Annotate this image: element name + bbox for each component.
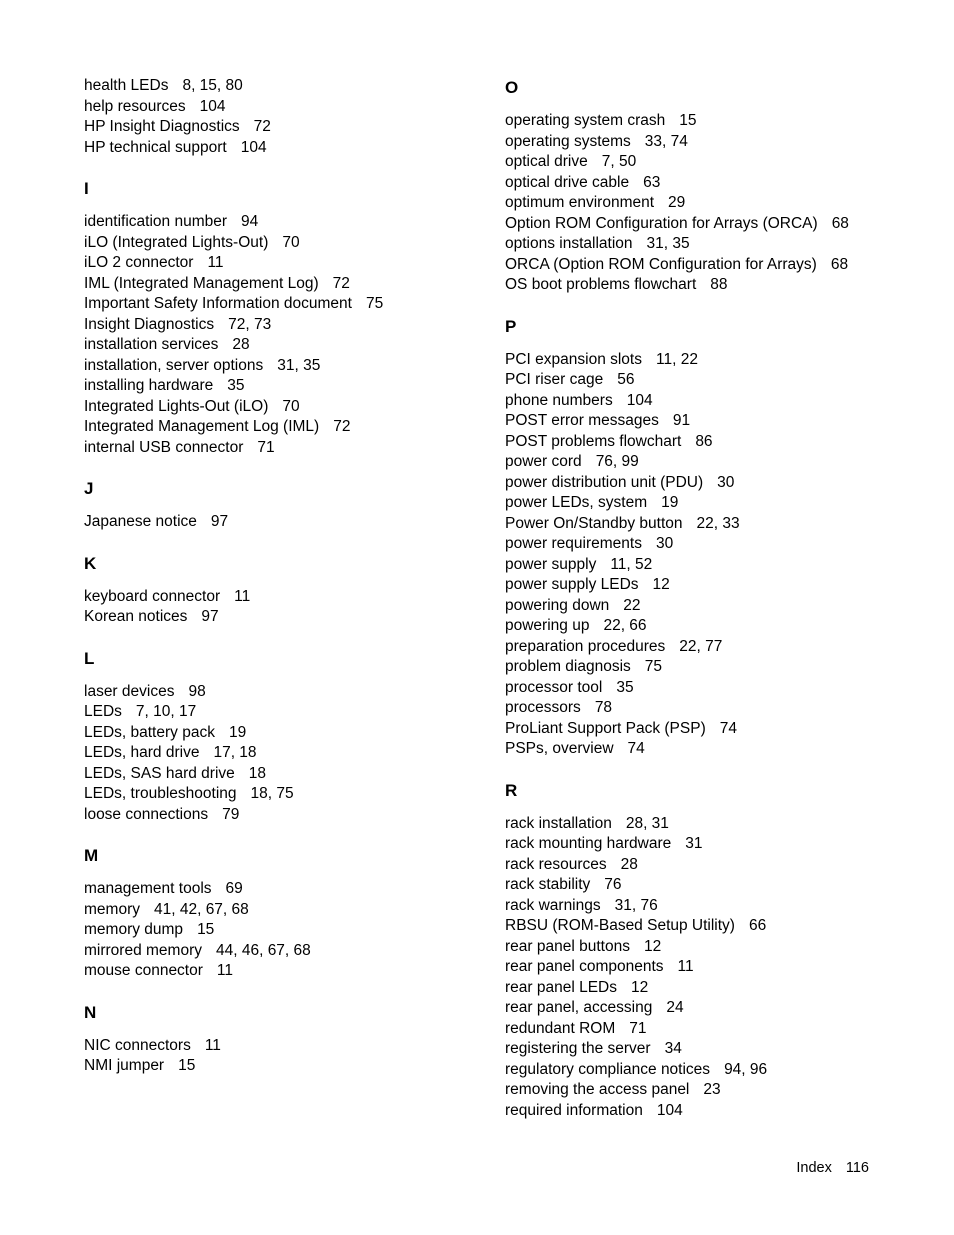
index-entry [84, 805, 239, 825]
index-term: rack installation [505, 814, 612, 832]
index-term: HP technical support [84, 138, 227, 156]
index-term: LEDs [84, 703, 122, 720]
index-entry [84, 512, 228, 532]
index-page-refs[interactable]: 12 [631, 978, 649, 996]
index-entry [505, 957, 694, 977]
index-term: RBSU (ROM-Based Setup Utility) [505, 917, 735, 934]
index-entry [84, 233, 300, 253]
index-page-refs[interactable]: 11 [216, 962, 233, 979]
index-page-refs[interactable]: 22, 33 [696, 514, 740, 532]
index-page-refs[interactable]: 15 [197, 921, 215, 938]
index-page-refs[interactable]: 76, 99 [595, 453, 639, 470]
index-term: powering down [505, 596, 610, 614]
index-term: optical drive [505, 153, 588, 170]
index-entry [505, 214, 849, 234]
index-entry [84, 702, 196, 722]
index-page-refs[interactable]: 34 [664, 1040, 682, 1057]
index-term: Option ROM Configuration for Arrays (ORCA) [505, 214, 818, 232]
index-page-refs[interactable]: 70 [282, 233, 300, 251]
index-entry [84, 900, 249, 920]
section-heading-m: M [84, 846, 99, 865]
index-page-refs[interactable]: 79 [222, 805, 240, 823]
index-page-refs[interactable]: 17, 18 [213, 744, 257, 761]
index-term: power supply [505, 555, 597, 573]
index-page-refs[interactable]: 97 [210, 513, 229, 530]
index-page-refs[interactable]: 94, 96 [724, 1060, 768, 1078]
index-page-refs[interactable]: 31, 35 [646, 235, 690, 252]
index-page-refs[interactable]: 28 [232, 336, 250, 353]
index-entry [84, 941, 311, 961]
index-entry [505, 1039, 682, 1059]
index-page-refs[interactable]: 88 [710, 276, 728, 293]
index-term: LEDs, troubleshooting [84, 785, 237, 802]
index-term: NMI jumper [84, 1057, 165, 1074]
index-term: installation services [84, 336, 219, 353]
index-entry [84, 607, 219, 627]
index-page-refs[interactable]: 30 [717, 473, 735, 491]
index-entry [84, 1036, 221, 1056]
index-entry [505, 575, 670, 595]
index-page-refs[interactable]: 31, 35 [277, 356, 321, 374]
index-term: memory [84, 900, 140, 918]
index-page-refs[interactable]: 71 [629, 1019, 647, 1037]
index-entry [505, 937, 661, 957]
index-term: internal USB connector [84, 438, 244, 456]
index-page-refs[interactable]: 35 [227, 377, 245, 394]
index-term: options installation [505, 235, 633, 252]
index-page-refs[interactable]: 11 [234, 587, 251, 605]
index-term: mouse connector [84, 962, 203, 979]
index-term: HP Insight Diagnostics [84, 118, 240, 135]
index-entry [84, 1056, 195, 1076]
index-term: problem diagnosis [505, 658, 631, 675]
index-entry [84, 417, 350, 437]
index-term: rack warnings [505, 896, 601, 914]
section-heading-o: O [505, 78, 519, 97]
index-term: registering the server [505, 1040, 651, 1057]
index-term: POST problems flowchart [505, 432, 682, 450]
index-term: NIC connectors [84, 1036, 191, 1054]
index-entry [505, 473, 734, 493]
index-entry [505, 111, 697, 131]
index-term: Important Safety Information document [84, 295, 352, 312]
index-page-refs[interactable]: 68 [831, 214, 849, 232]
index-term: help resources [84, 97, 186, 115]
index-term: rack mounting hardware [505, 835, 672, 852]
index-page-refs[interactable]: 22 [623, 596, 641, 614]
index-page-refs[interactable]: 74 [719, 719, 737, 737]
index-entry [84, 315, 271, 335]
index-term: regulatory compliance notices [505, 1060, 711, 1078]
index-page-refs[interactable]: 72 [332, 274, 350, 292]
index-term: IML (Integrated Management Log) [84, 274, 319, 292]
index-page-refs[interactable]: 94 [241, 213, 259, 230]
section-heading-k: K [84, 553, 97, 573]
index-entry [505, 255, 848, 275]
index-page-refs[interactable]: 72 [333, 418, 351, 435]
index-page-refs[interactable]: 72 [253, 118, 271, 135]
index-entry [84, 376, 245, 396]
index-term: power LEDs, system [505, 494, 648, 511]
index-term: rear panel components [505, 958, 664, 975]
index-entry [84, 743, 257, 763]
index-page-refs[interactable]: 44, 46, 67, 68 [215, 941, 311, 959]
index-page-refs[interactable]: 63 [643, 173, 661, 191]
index-entry [505, 1080, 721, 1100]
index-term: PCI riser cage [505, 371, 604, 388]
index-page-refs[interactable]: 11 [204, 1036, 221, 1054]
index-entry [84, 784, 294, 804]
section-heading-i: I [84, 179, 89, 198]
index-term: keyboard connector [84, 587, 221, 605]
index-page-refs[interactable]: 19 [228, 723, 247, 741]
index-term: processors [505, 699, 581, 716]
index-entry [84, 961, 233, 981]
index-entry [505, 275, 728, 295]
index-term: processor tool [505, 678, 603, 696]
index-page-refs[interactable]: 11 [677, 958, 694, 975]
index-term: preparation procedures [505, 637, 666, 655]
index-entry [505, 657, 662, 677]
index-page-refs[interactable]: 15 [178, 1057, 196, 1074]
index-page-refs[interactable]: 11, 52 [610, 555, 653, 573]
index-entry [505, 514, 740, 534]
index-entry [505, 596, 641, 616]
index-entry [505, 834, 703, 854]
index-entry [505, 998, 684, 1018]
index-page-refs[interactable]: 69 [225, 880, 243, 897]
index-page-refs[interactable]: 74 [627, 740, 645, 757]
index-page-refs[interactable]: 12 [652, 576, 670, 593]
index-page-refs[interactable]: 33, 74 [644, 132, 688, 150]
index-term: installing hardware [84, 377, 214, 394]
index-term: LEDs, hard drive [84, 744, 200, 761]
index-term: identification number [84, 213, 228, 230]
index-term: power supply LEDs [505, 576, 639, 593]
index-page-refs[interactable]: 35 [616, 678, 634, 696]
index-term: iLO 2 connector [84, 254, 194, 271]
index-page-refs[interactable]: 8, 15, 80 [182, 77, 243, 94]
section-heading-l: L [84, 648, 95, 668]
index-term: health LEDs [84, 77, 169, 94]
index-entry [84, 76, 243, 96]
index-term: POST error messages [505, 412, 659, 429]
index-page-refs[interactable]: 23 [703, 1081, 721, 1098]
index-entry [84, 682, 206, 702]
index-entry [505, 411, 690, 431]
index-entry [505, 1101, 683, 1121]
index-term: rear panel, accessing [505, 999, 653, 1016]
index-term: power cord [505, 453, 582, 470]
index-term: Korean notices [84, 608, 188, 625]
index-entry [505, 493, 678, 513]
index-page-refs[interactable]: 98 [188, 682, 206, 700]
index-term: memory dump [84, 921, 184, 938]
index-entry [84, 294, 383, 314]
index-term: laser devices [84, 682, 175, 700]
index-page-refs[interactable]: 68 [830, 255, 849, 273]
index-term: rack resources [505, 855, 607, 873]
index-term: Insight Diagnostics [84, 315, 215, 333]
index-term: LEDs, SAS hard drive [84, 764, 235, 782]
index-entry [505, 875, 622, 895]
index-page-refs[interactable]: 29 [668, 194, 686, 211]
index-entry [84, 920, 214, 940]
index-entry [505, 452, 639, 472]
index-term: Integrated Management Log (IML) [84, 418, 320, 435]
page-footer [796, 1158, 869, 1178]
index-page-refs[interactable]: 31, 76 [614, 896, 658, 914]
index-page-refs[interactable]: 56 [617, 371, 635, 388]
index-page-refs[interactable]: 18 [248, 764, 267, 782]
index-entry [84, 335, 250, 355]
index-entry [505, 698, 612, 718]
index-entry [84, 97, 226, 117]
index-entry [505, 978, 648, 998]
index-term: management tools [84, 880, 212, 897]
index-term: rear panel buttons [505, 937, 630, 955]
index-page-refs[interactable]: 7, 50 [601, 153, 637, 170]
index-term: powering up [505, 617, 590, 634]
index-entry [505, 370, 634, 390]
index-entry [84, 764, 266, 784]
index-term: iLO (Integrated Lights-Out) [84, 233, 269, 251]
index-term: PCI expansion slots [505, 350, 642, 368]
index-page-refs[interactable]: 7, 10, 17 [135, 703, 197, 720]
index-term: ORCA (Option ROM Configuration for Arrays) [505, 255, 817, 273]
index-page-refs[interactable]: 78 [594, 699, 613, 716]
index-page-refs[interactable]: 104 [626, 391, 653, 409]
index-entry [505, 855, 638, 875]
index-page-refs[interactable]: 104 [240, 138, 267, 156]
index-page-refs[interactable]: 30 [655, 535, 674, 552]
section-heading-n: N [84, 1002, 97, 1022]
index-term: rear panel LEDs [505, 978, 618, 996]
section-heading-j: J [84, 479, 94, 498]
index-page-refs[interactable]: 28 [620, 855, 638, 873]
index-term: OS boot problems flowchart [505, 276, 697, 293]
index-page-refs[interactable]: 19 [661, 494, 679, 511]
index-page-refs[interactable]: 70 [282, 397, 300, 415]
index-page-refs[interactable]: 28, 31 [625, 814, 669, 832]
index-entry [84, 253, 224, 273]
index-entry [505, 896, 658, 916]
index-entry [505, 193, 685, 213]
index-term: Japanese notice [84, 513, 197, 530]
index-entry [505, 391, 653, 411]
index-entry [505, 234, 690, 254]
index-entry [84, 587, 250, 607]
index-page-refs[interactable]: 12 [643, 937, 662, 955]
index-term: operating systems [505, 132, 631, 150]
index-page-refs[interactable]: 15 [679, 112, 697, 129]
index-entry [84, 356, 320, 376]
index-page-refs[interactable]: 72, 73 [228, 315, 272, 333]
footer-label: Index [796, 1160, 832, 1176]
index-page-refs[interactable]: 22, 66 [603, 617, 647, 634]
index-term: LEDs, battery pack [84, 723, 215, 741]
index-entry [505, 739, 645, 759]
index-entry [505, 616, 647, 636]
index-page-refs[interactable]: 41, 42, 67, 68 [153, 900, 249, 918]
index-page-refs[interactable]: 104 [199, 97, 226, 115]
index-entry [505, 152, 636, 172]
index-page-refs[interactable]: 66 [748, 917, 767, 934]
index-entry [84, 397, 300, 417]
index-entry [505, 173, 660, 193]
index-term: rack stability [505, 876, 591, 893]
index-page-refs[interactable]: 86 [695, 432, 713, 450]
index-term: Power On/Standby button [505, 514, 683, 532]
index-entry [505, 814, 669, 834]
page-number: 116 [845, 1160, 869, 1176]
section-heading-p: P [505, 316, 517, 336]
index-page-refs[interactable]: 91 [672, 412, 691, 429]
index-entry [505, 637, 722, 657]
index-page-refs[interactable]: 18, 75 [250, 785, 294, 802]
index-entry [505, 1060, 767, 1080]
index-entry [505, 678, 634, 698]
index-term: ProLiant Support Pack (PSP) [505, 719, 706, 737]
index-entry [505, 916, 766, 936]
index-page-refs[interactable]: 75 [644, 658, 663, 675]
index-term: loose connections [84, 805, 209, 823]
index-term: optical drive cable [505, 173, 630, 191]
index-page-refs[interactable]: 11, 22 [656, 350, 698, 368]
index-term: removing the access panel [505, 1081, 690, 1098]
index-entry [505, 1019, 647, 1039]
index-page-refs[interactable]: 76 [604, 876, 622, 893]
index-entry [505, 132, 688, 152]
index-term: optimum environment [505, 194, 655, 211]
index-entry [84, 723, 246, 743]
index-term: mirrored memory [84, 941, 202, 959]
index-entry [84, 274, 350, 294]
index-page-refs[interactable]: 97 [201, 608, 219, 625]
index-entry [84, 117, 271, 137]
index-page-refs[interactable]: 71 [257, 438, 275, 456]
index-entry [505, 350, 698, 370]
index-entry [84, 879, 243, 899]
index-page-refs[interactable]: 11 [207, 254, 224, 271]
index-term: power distribution unit (PDU) [505, 473, 704, 491]
section-heading-r: R [505, 780, 518, 800]
index-term: required information [505, 1101, 643, 1119]
index-page-refs[interactable]: 31 [685, 835, 703, 852]
index-entry [84, 212, 258, 232]
index-term: redundant ROM [505, 1019, 616, 1037]
index-entry [505, 719, 737, 739]
index-entry [505, 555, 652, 575]
index-entry [84, 438, 275, 458]
index-term: operating system crash [505, 112, 666, 129]
index-entry [505, 534, 673, 554]
index-term: installation, server options [84, 356, 264, 374]
index-term: phone numbers [505, 391, 613, 409]
index-entry [505, 432, 713, 452]
index-page-refs[interactable]: 24 [666, 999, 684, 1016]
index-term: Integrated Lights-Out (iLO) [84, 397, 269, 415]
index-page-refs[interactable]: 22, 77 [679, 637, 723, 655]
index-page-refs[interactable]: 104 [656, 1101, 683, 1119]
index-term: power requirements [505, 535, 642, 552]
index-entry [84, 138, 267, 158]
index-term: PSPs, overview [505, 740, 614, 757]
index-page-refs[interactable]: 75 [365, 295, 384, 312]
